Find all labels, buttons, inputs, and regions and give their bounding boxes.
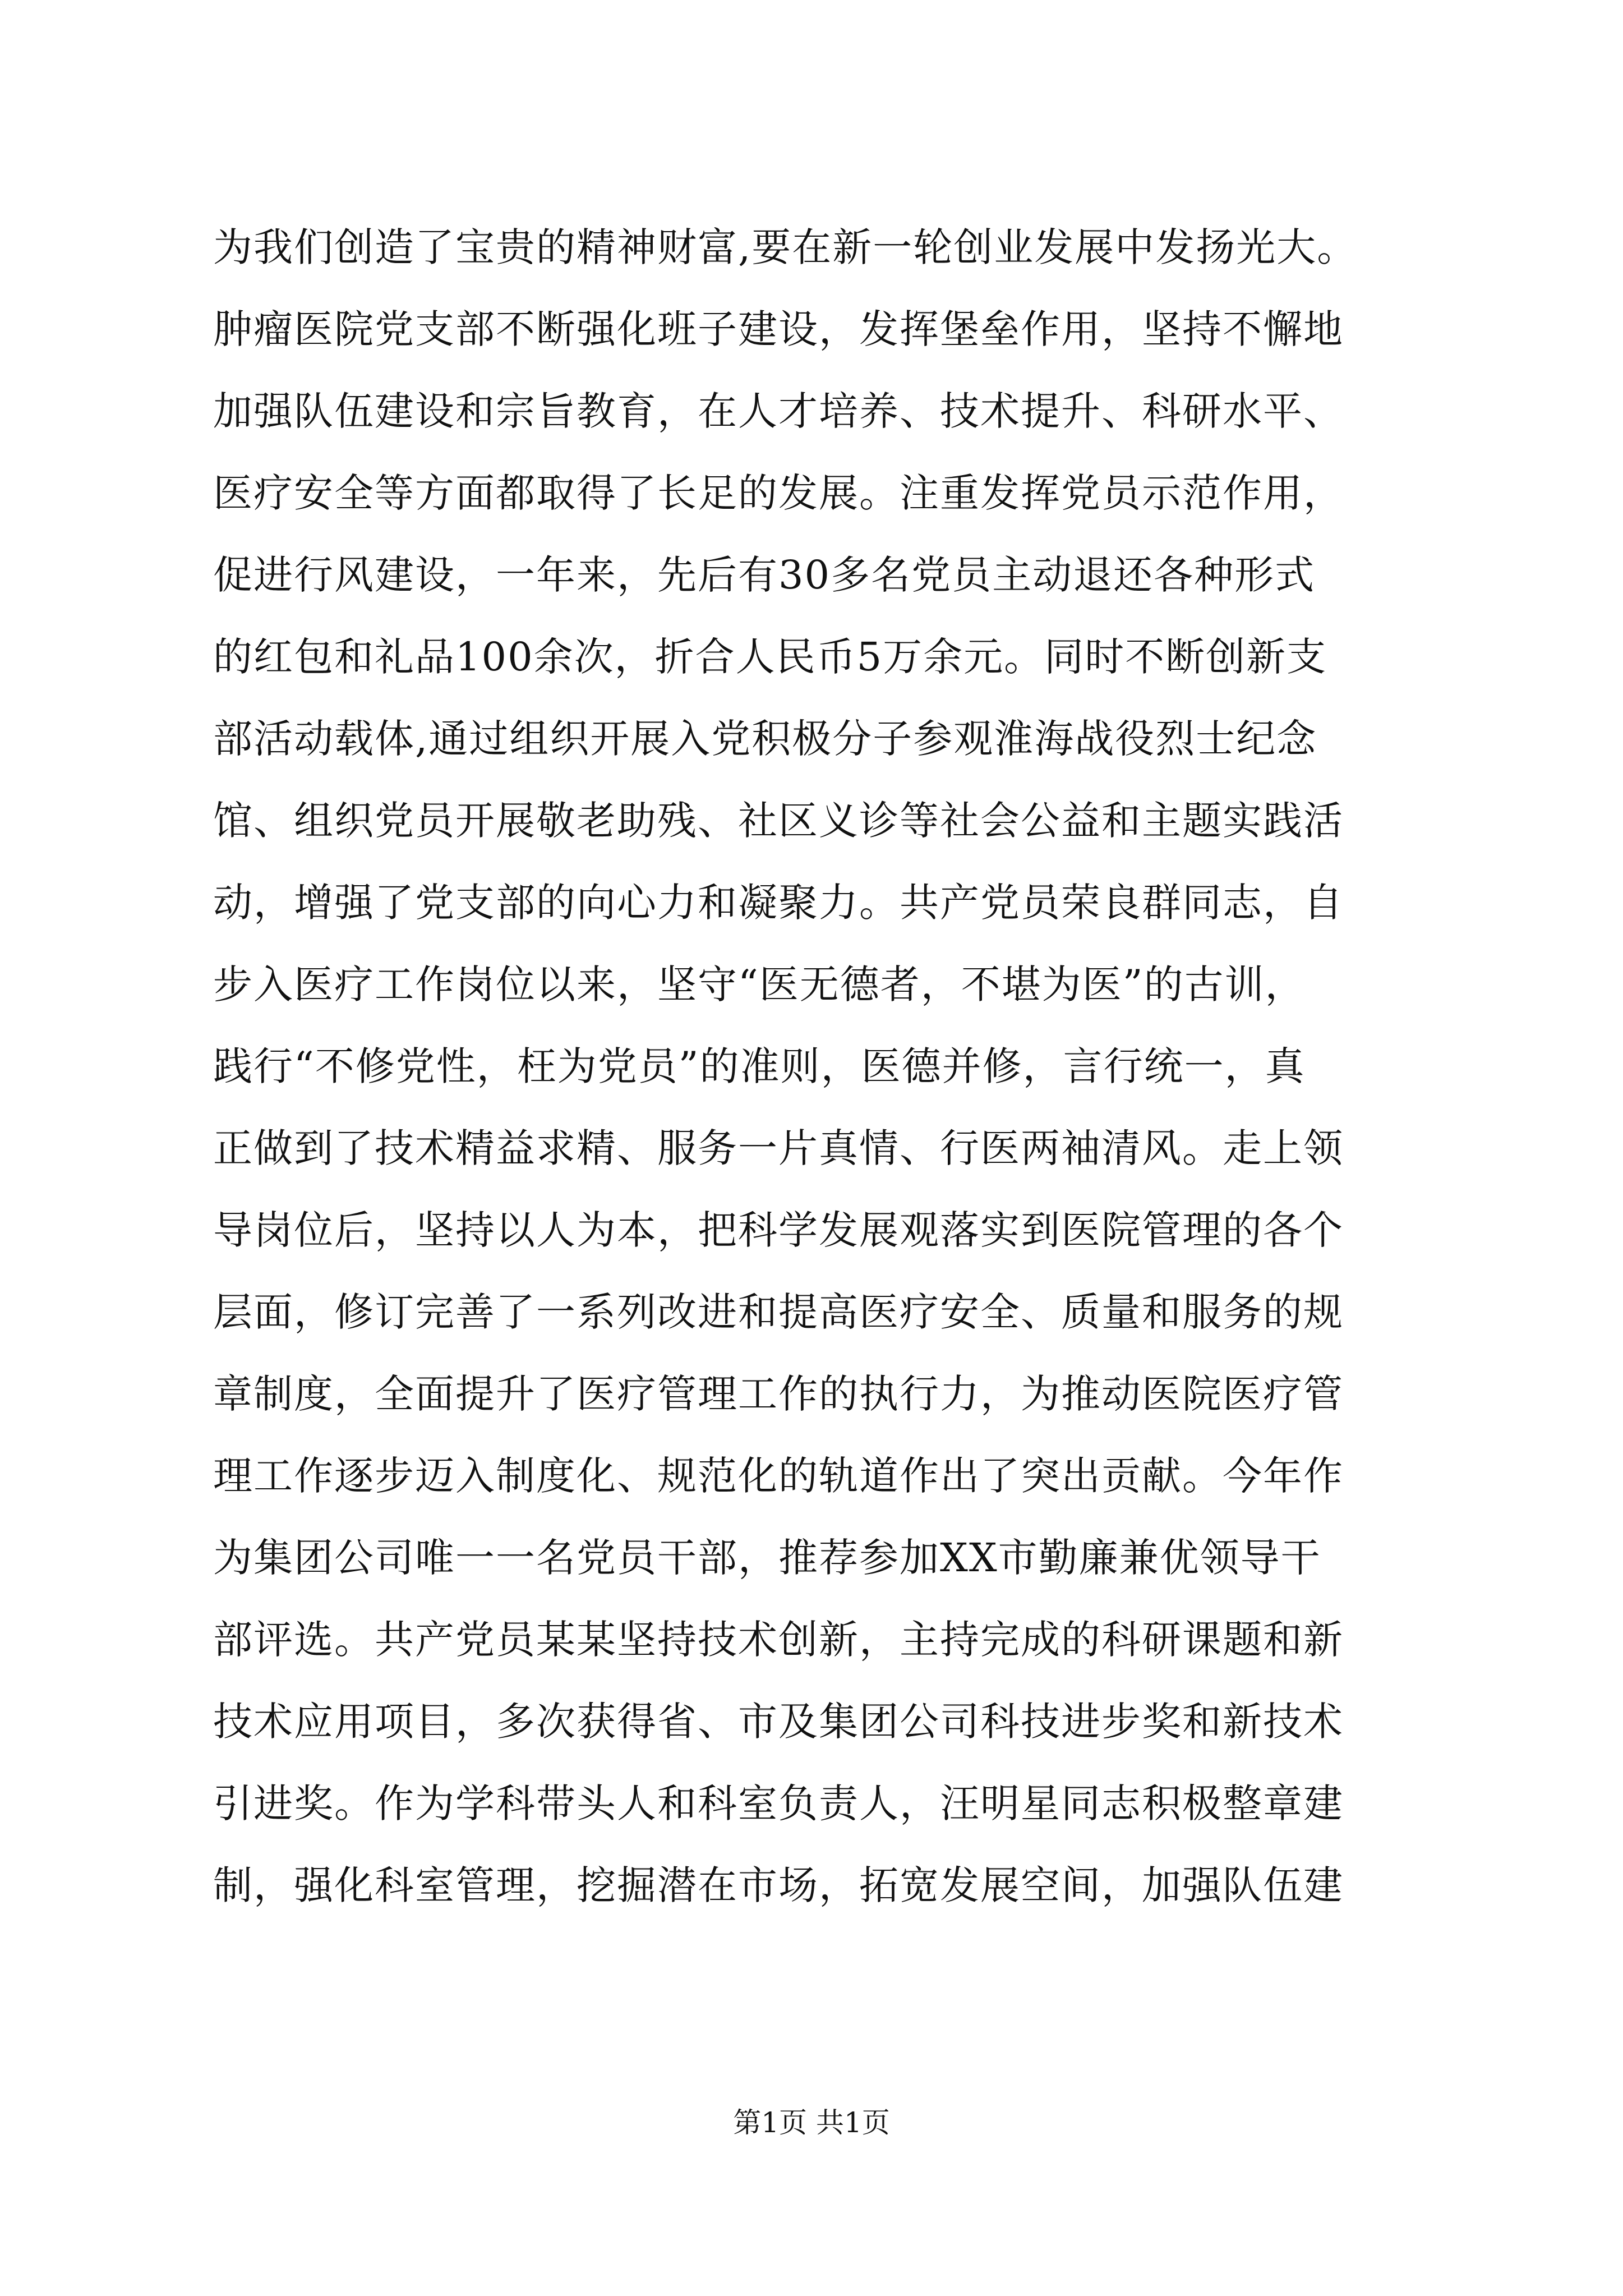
text-line: 动，增强了党支部的向心力和凝聚力。共产党员荣良群同志，自 bbox=[213, 880, 1344, 926]
text-line: 正做到了技术精益求精、服务一片真情、行医两袖清风。走上领 bbox=[213, 1125, 1344, 1171]
text-line: 层面，修订完善了一系列改进和提高医疗安全、质量和服务的规 bbox=[213, 1289, 1344, 1335]
text-line: 的红包和礼品100余次，折合人民币5万余元。同时不断创新支 bbox=[213, 634, 1327, 680]
text-line: 医疗安全等方面都取得了长足的发展。注重发挥党员示范作用， bbox=[213, 470, 1344, 516]
text-line: 肿瘤医院党支部不断强化班子建设，发挥堡垒作用，坚持不懈地 bbox=[213, 306, 1344, 352]
text-line: 技术应用项目，多次获得省、市及集团公司科技进步奖和新技术 bbox=[213, 1699, 1344, 1745]
text-line: 加强队伍建设和宗旨教育，在人才培养、技术提升、科研水平、 bbox=[213, 388, 1344, 434]
text-line: 馆、组织党员开展敬老助残、社区义诊等社会公益和主题实践活 bbox=[213, 798, 1344, 844]
text-line: 步入医疗工作岗位以来，坚守“医无德者，不堪为医”的古训， bbox=[213, 961, 1306, 1007]
page-footer: 第1页 共1页 bbox=[733, 2106, 890, 2139]
text-line: 导岗位后，坚持以人为本，把科学发展观落实到医院管理的各个 bbox=[213, 1207, 1344, 1253]
text-line: 引进奖。作为学科带头人和科室负责人，汪明星同志积极整章建 bbox=[213, 1780, 1344, 1826]
body-text bbox=[213, 206, 1447, 1926]
text-line: 为我们创造了宝贵的精神财富,要在新一轮创业发展中发扬光大。 bbox=[213, 224, 1358, 270]
text-line: 部活动载体,通过组织开展入党积极分子参观淮海战役烈士纪念 bbox=[213, 716, 1317, 762]
text-line: 章制度，全面提升了医疗管理工作的执行力，为推动医院医疗管 bbox=[213, 1371, 1344, 1417]
text-line: 理工作逐步迈入制度化、规范化的轨道作出了突出贡献。今年作 bbox=[213, 1453, 1344, 1499]
text-line: 为集团公司唯一一名党员干部，推荐参加XX市勤廉兼优领导干 bbox=[213, 1535, 1321, 1581]
text-line: 促进行风建设，一年来，先后有30多名党员主动退还各种形式 bbox=[213, 552, 1316, 598]
text-line: 制，强化科室管理，挖掘潜在市场，拓宽发展空间，加强队伍建 bbox=[213, 1862, 1344, 1908]
text-line: 部评选。共产党员某某坚持技术创新，主持完成的科研课题和新 bbox=[213, 1617, 1344, 1663]
text-line: 践行“不修党性，枉为党员”的准则，医德并修，言行统一，真 bbox=[213, 1043, 1306, 1089]
